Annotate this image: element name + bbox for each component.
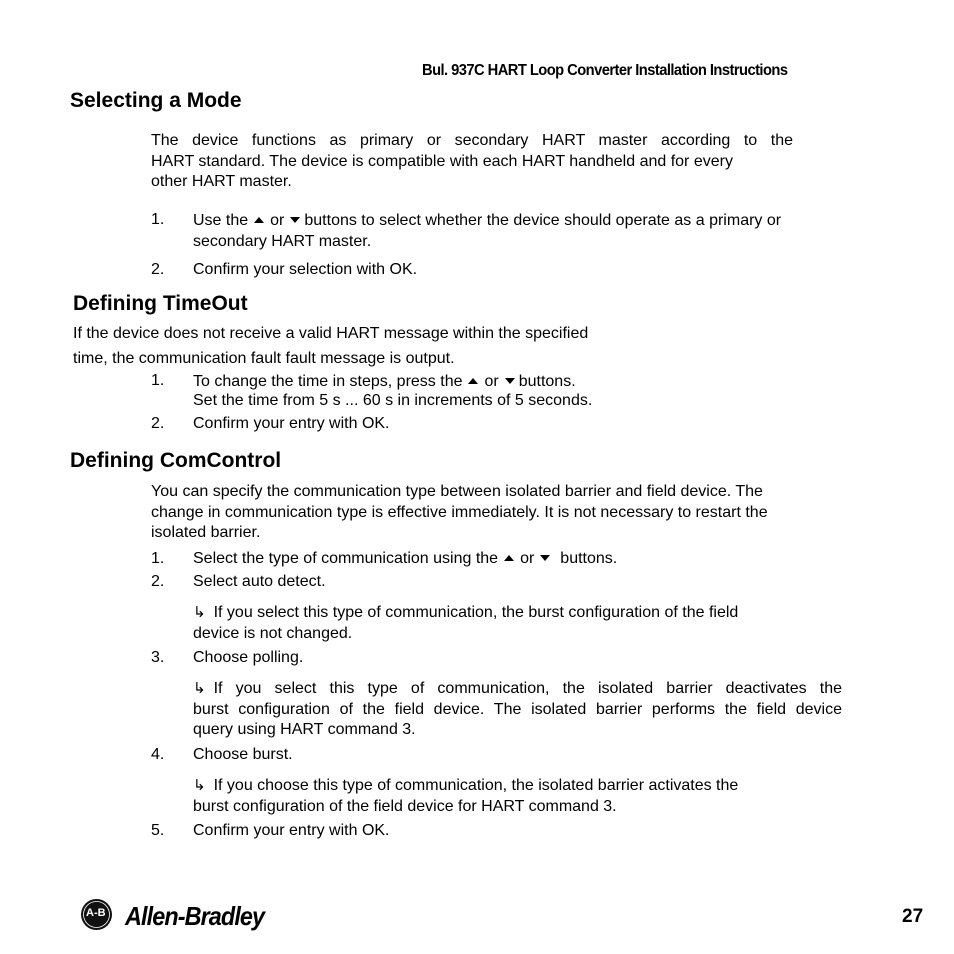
result-text: device is not changed. [193, 624, 353, 642]
result-text: query using HART command 3. [193, 721, 416, 738]
section3-intro-line: change in communication type is effective immediately. It is not necessary to restart the [151, 503, 768, 521]
section2-intro-line: If the device does not receive a valid HART message within the specified [73, 325, 589, 342]
section3-result2 [193, 602, 833, 644]
step-number: 1. [151, 550, 165, 567]
result-text: If you choose this type of communication, the isolated barrier activates the [213, 777, 739, 794]
step-text: or [520, 550, 535, 567]
step-text: Confirm your entry with OK. [193, 822, 390, 839]
triangle-down-icon [505, 378, 515, 384]
section-title-defining-comcontrol: Defining ComControl [70, 449, 282, 472]
section1-intro-line: other HART master. [151, 173, 292, 190]
result-text: burst configuration of the field device for HART command 3. [193, 797, 617, 815]
step-text: Choose polling. [193, 649, 304, 666]
step-number: 3. [151, 649, 165, 666]
step-number: 1. [151, 372, 165, 389]
step-text: buttons. [560, 550, 618, 567]
running-header: Bul. 937C HART Loop Converter Installation Instructions [422, 62, 788, 79]
logo-letters: A-B [86, 907, 106, 919]
section3-result3 [193, 678, 842, 741]
result-text: If you select this type of communication, the burst configuration of the field [213, 604, 739, 621]
step-text: or [270, 212, 285, 229]
section3-intro [151, 482, 831, 544]
section1-intro [151, 131, 793, 193]
section2-intro-line: time, the communication fault fault message is output. [73, 350, 455, 367]
section1-intro-line: The device functions as primary or secondary HART master according to the [151, 132, 793, 149]
result-arrow-icon: ↳ [193, 603, 206, 621]
section3-intro-line: You can specify the communication type between isolated barrier and field device. The [151, 483, 763, 500]
step-text: or [484, 373, 499, 390]
step-number: 4. [151, 746, 165, 763]
step-text: Confirm your entry with OK. [193, 415, 390, 432]
triangle-down-icon [290, 217, 300, 223]
result-text: If you select this type of communication, the isolated barrier deactivates the [213, 680, 842, 697]
step-text: Confirm your selection with OK. [193, 261, 418, 278]
section1-intro-line: HART standard. The device is compatible with each HART handheld and for every [151, 152, 733, 170]
triangle-up-icon [468, 378, 478, 384]
brand-name: Allen-Bradley [125, 901, 265, 931]
section-title-selecting-mode: Selecting a Mode [70, 89, 242, 112]
step-text: To change the time in steps, press the [193, 373, 463, 390]
step-text: Select the type of communication using the [193, 550, 499, 567]
result-text: burst configuration of the field device. The isolated barrier performs the field device [193, 700, 842, 718]
section3-intro-line: isolated barrier. [151, 524, 261, 541]
step-number: 1. [151, 211, 165, 228]
step-text: Choose burst. [193, 746, 293, 763]
section2-step1 [193, 372, 833, 410]
section3-step1 [193, 549, 617, 570]
section-title-defining-timeout: Defining TimeOut [73, 292, 248, 315]
result-arrow-icon: ↳ [193, 776, 206, 794]
step-number: 2. [151, 261, 165, 278]
triangle-up-icon [254, 217, 264, 223]
result-arrow-icon: ↳ [193, 679, 206, 697]
step-text: Set the time from 5 s ... 60 s in increments of 5 seconds. [193, 392, 593, 409]
step-number: 2. [151, 573, 165, 590]
section3-result4 [193, 775, 833, 817]
step-text: secondary HART master. [193, 232, 372, 250]
page-number: 27 [902, 906, 924, 927]
step-number: 5. [151, 822, 165, 839]
triangle-up-icon [504, 555, 514, 561]
step-text: Use the [193, 212, 249, 229]
triangle-down-icon [540, 555, 550, 561]
step-text: buttons. [518, 373, 576, 390]
step-text: buttons to select whether the device should operate as a primary or [304, 212, 782, 229]
step-number: 2. [151, 415, 165, 432]
section1-step1 [193, 211, 853, 252]
step-text: Select auto detect. [193, 573, 326, 590]
